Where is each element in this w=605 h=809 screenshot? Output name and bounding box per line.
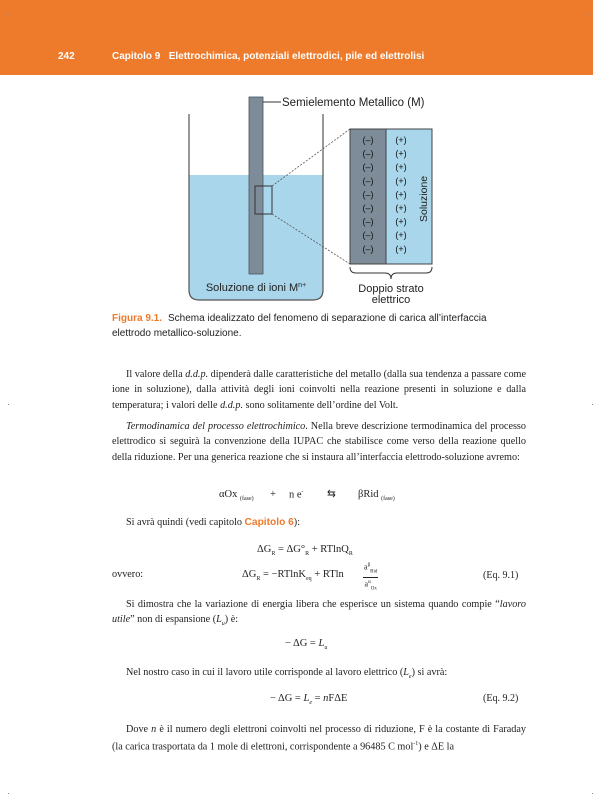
crop-mark — [592, 404, 593, 405]
reaction-arrow: ⇆ — [327, 489, 336, 500]
chapter-name: Elettrochimica, potenziali elettrodici, pile ed elettrolisi — [168, 51, 425, 62]
figure-caption — [112, 311, 512, 341]
page-number: 242 — [58, 51, 75, 62]
chapter-label: Capitolo 9 — [112, 51, 161, 62]
negative-charge: (–) — [362, 216, 374, 227]
activity-fraction: $a^\beta_{Rid}$ $a^\alpha_{Ox}$ — [364, 562, 378, 592]
positive-charge: (+) — [395, 162, 407, 173]
paragraph-faraday: Dove n è il numero degli elettroni coinvolti nel processo di riduzione, F è la costante di Faraday (la carica trasportata da 1 mole di elettroni, corrispondente a 96485 C mol$^{-1}$) e ΔE la — [112, 724, 526, 753]
positive-charge: (+) — [395, 175, 407, 186]
positive-charge: (+) — [395, 203, 407, 213]
negative-charge: (–) — [362, 203, 374, 213]
negative-charge: (–) — [362, 162, 374, 173]
positive-charge: (+) — [395, 148, 407, 159]
equation-number-9-2: (Eq. 9.2) — [483, 693, 519, 704]
positive-charge: (+) — [395, 189, 407, 200]
equation-9-2: − $\Delta G = L_e = nF\Delta E$ — [270, 693, 348, 707]
negative-charge: (–) — [362, 135, 374, 145]
double-layer-label-2: elettrico — [371, 294, 411, 306]
reaction-right: βRid $_{(fase)}$ — [358, 489, 395, 503]
double-layer-label-1: Doppio strato — [358, 283, 424, 295]
negative-charge: (–) — [362, 230, 374, 241]
double-layer-bracket — [350, 267, 432, 279]
figure-caption-text: Schema idealizzato del fenomeno di separazione di carica all’interfaccia elettrodo metallico-soluzione. — [112, 313, 487, 339]
positive-charge: (+) — [395, 243, 407, 254]
figure-electrode-diagram — [0, 0, 605, 310]
solution-label: Soluzione di ioni $M^{n+}$ — [205, 282, 307, 294]
positive-charge: (+) — [395, 135, 407, 145]
paragraph-lavoro-elettrico: Nel nostro caso in cui il lavoro utile corrisponde al lavoro elettrico $(L_e)$ si avrà: — [126, 667, 448, 681]
negative-charge: (–) — [362, 148, 374, 159]
paragraph-thermodynamics: Termodinamica del processo elettrochimico. Nella breve descrizione termodinamica del processo elettrodico si seguirà la convenzione della IUPAC che stabilisce come verso della reazione quello della riduzione. Per una generica reazione che si instaura all’interfaccia elettrodo-soluzione avremo: — [112, 421, 526, 463]
solution-side-label: Soluzione — [418, 175, 430, 222]
reaction-electrons: n e- — [289, 489, 304, 501]
figure-caption-label: Figura 9.1. — [112, 313, 163, 324]
equation-9-1: $\Delta G_R = -RTlnK_{eq} + RTln$ — [242, 569, 344, 583]
chapter-6-link[interactable]: Capitolo 6 — [244, 517, 294, 528]
equation-number-9-1: (Eq. 9.1) — [483, 570, 519, 581]
paragraph-ddp: Il valore della d.d.p. dipenderà dalle caratteristiche del metallo (dalla sua tendenza a passare come ione in soluzione), dalla attività degli ioni coinvolti nella reazione presenti in soluzione e dalla temperatura; i valori delle d.d.p. sono solitamente dell’ordine del Volt. — [112, 369, 526, 411]
negative-charge: (–) — [362, 243, 374, 254]
crop-mark — [8, 404, 9, 405]
reaction-plus: + — [270, 489, 276, 500]
positive-charge: (+) — [395, 216, 407, 227]
crop-mark — [8, 793, 9, 794]
ovvero-label: ovvero: — [112, 569, 144, 580]
crop-mark — [592, 793, 593, 794]
negative-charge: (–) — [362, 175, 374, 186]
reaction-left: αOx $_{(fase)}$ — [219, 489, 254, 503]
negative-charge: (–) — [362, 189, 374, 200]
equation-lavoro-utile: − $\Delta G = L_u$ — [285, 638, 328, 652]
positive-charge: (+) — [395, 230, 407, 241]
paragraph-vedi-capitolo: Si avrà quindi (vedi capitolo Capitolo 6): — [126, 517, 301, 528]
equation-gibbs: $\Delta G_R = \Delta G^\circ_R + RTlnQ_R$ — [257, 544, 353, 558]
paragraph-lavoro-utile: Si dimostra che la variazione di energia libera che esperisce un sistema quando compie “lavoro utile” non di espansione $(L_u)$ è: — [112, 599, 526, 628]
electrode-label: Semielemento Metallico (M) — [282, 97, 425, 109]
